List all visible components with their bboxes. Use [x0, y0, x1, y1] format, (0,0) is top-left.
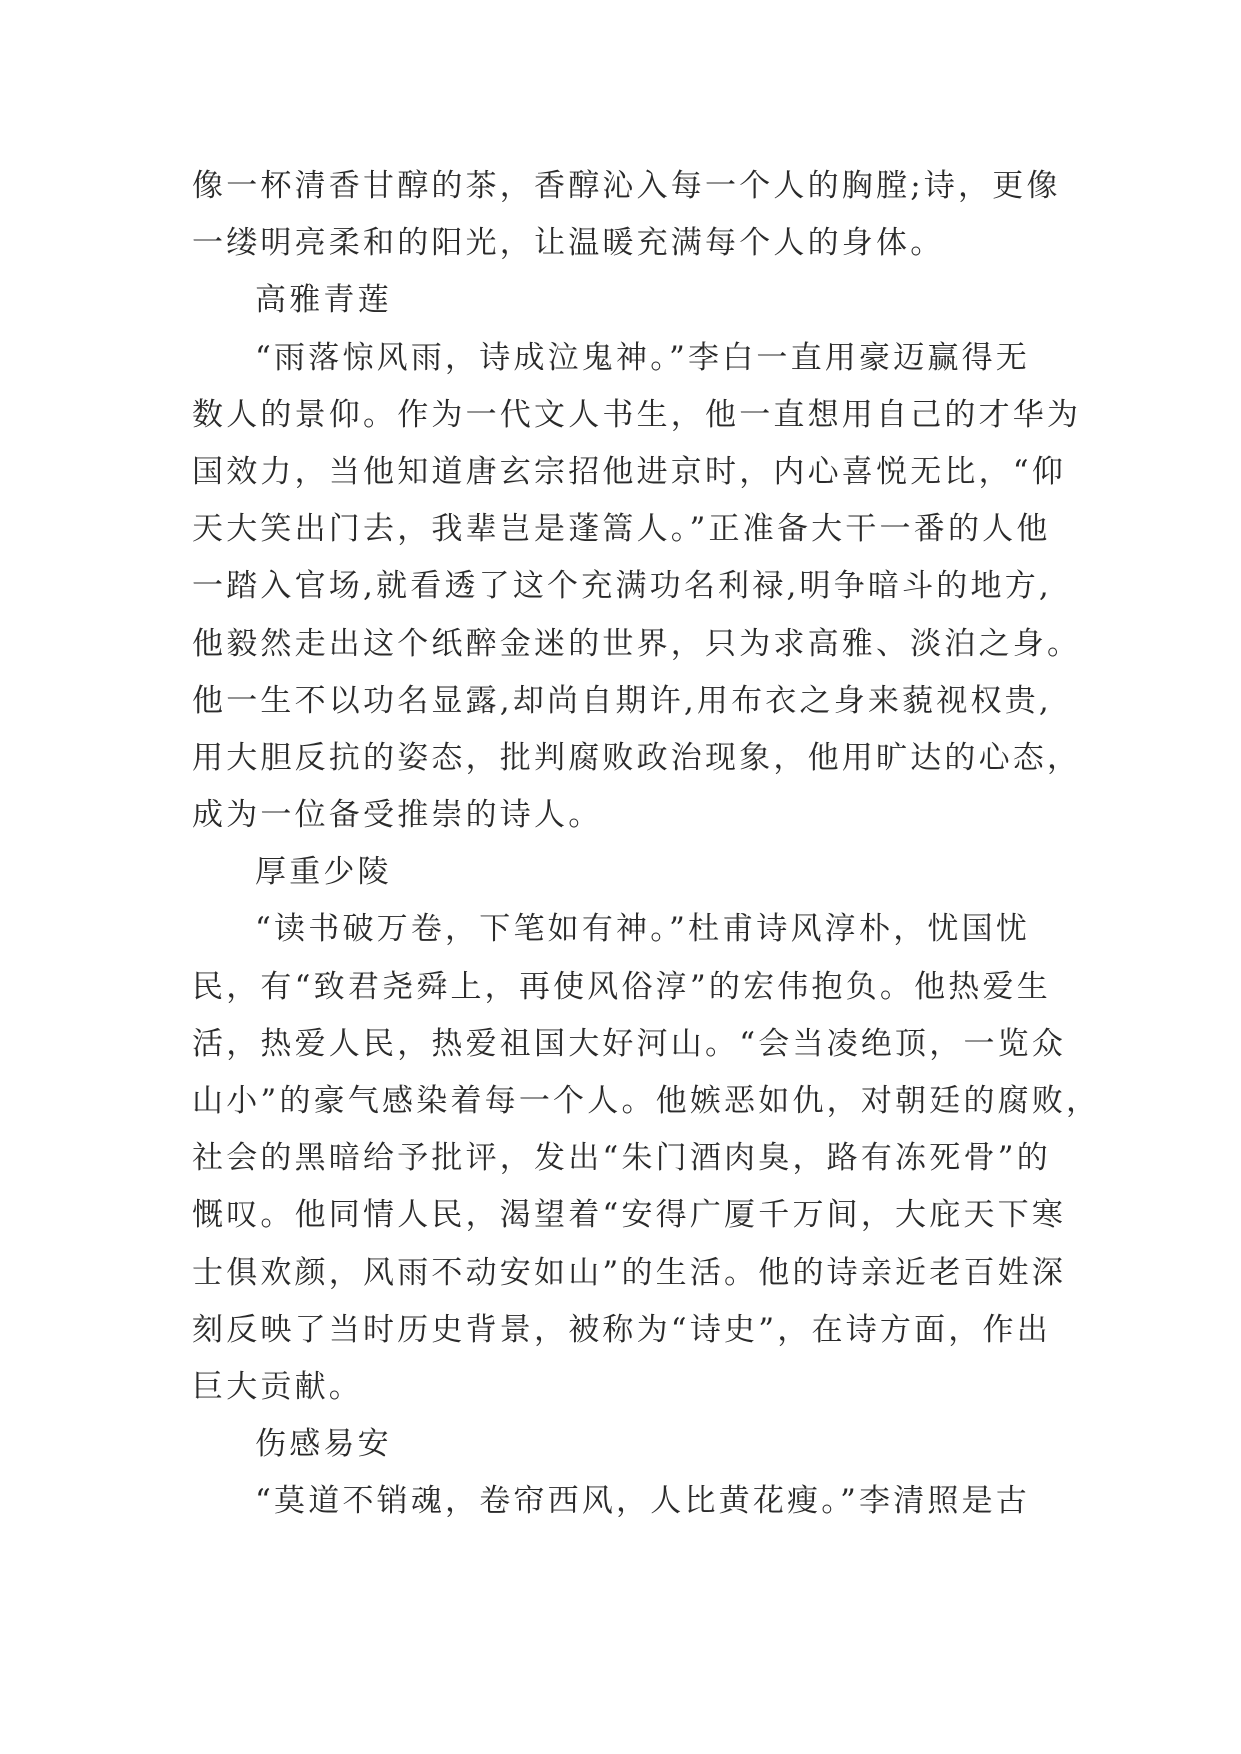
- paragraph-first-line: “雨落惊风雨，诗成泣鬼神。”李白一直用豪迈赢得无: [255, 339, 1030, 376]
- text-line: 他毅然走出这个纸醉金迷的世界，只为求高雅、淡泊之身。: [192, 625, 1082, 662]
- text-line: 民，有“致君尧舜上，再使风俗淳”的宏伟抱负。他热爱生: [192, 968, 1051, 1005]
- text-line: 一踏入官场,就看透了这个充满功名利禄,明争暗斗的地方,: [192, 568, 1052, 605]
- text-line: 国效力，当他知道唐玄宗招他进京时，内心喜悦无比，“仰: [192, 453, 1067, 490]
- paragraph-first-line: “莫道不销魂，卷帘西风，人比黄花瘦。”李清照是古: [255, 1483, 1030, 1520]
- text-line: 数人的景仰。作为一代文人书生，他一直想用自己的才华为: [192, 396, 1082, 433]
- section-heading: 高雅青莲: [255, 282, 392, 319]
- text-line: 像一杯清香甘醇的茶，香醇沁入每一个人的胸膛;诗，更像: [192, 168, 1061, 204]
- section-heading: 厚重少陵: [255, 854, 392, 891]
- text-line: 用大胆反抗的姿态，批判腐败政治现象，他用旷达的心态，: [192, 739, 1082, 776]
- text-line: 山小”的豪气感染着每一个人。他嫉恶如仇，对朝廷的腐败，: [192, 1083, 1101, 1119]
- text-line: 他一生不以功名显露,却尚自期许,用布衣之身来藐视权贵,: [192, 682, 1052, 719]
- section-heading: 伤感易安: [255, 1426, 392, 1463]
- text-line: 刻反映了当时历史背景，被称为“诗史”，在诗方面，作出: [192, 1311, 1051, 1348]
- text-line: 成为一位备受推崇的诗人。: [192, 797, 603, 834]
- paragraph-first-line: “读书破万卷，下笔如有神。”杜甫诗风淳朴，忧国忧: [255, 911, 1030, 948]
- text-line: 社会的黑暗给予批评，发出“朱门酒肉臭，路有冻死骨”的: [192, 1140, 1051, 1177]
- text-line: 巨大贡献。: [192, 1368, 363, 1405]
- text-line: 一缕明亮柔和的阳光，让温暖充满每个人的身体。: [192, 225, 945, 262]
- text-line: 天大笑出门去，我辈岂是蓬篙人。”正准备大干一番的人他: [192, 511, 1051, 548]
- body-text: [192, 158, 1101, 1531]
- text-line: 活，热爱人民，热爱祖国大好河山。“会当凌绝顶，一览众: [192, 1025, 1067, 1062]
- text-line: 士俱欢颜，风雨不动安如山”的生活。他的诗亲近老百姓深: [192, 1254, 1067, 1291]
- text-line: 慨叹。他同情人民，渴望着“安得广厦千万间，大庇天下寒: [192, 1197, 1067, 1234]
